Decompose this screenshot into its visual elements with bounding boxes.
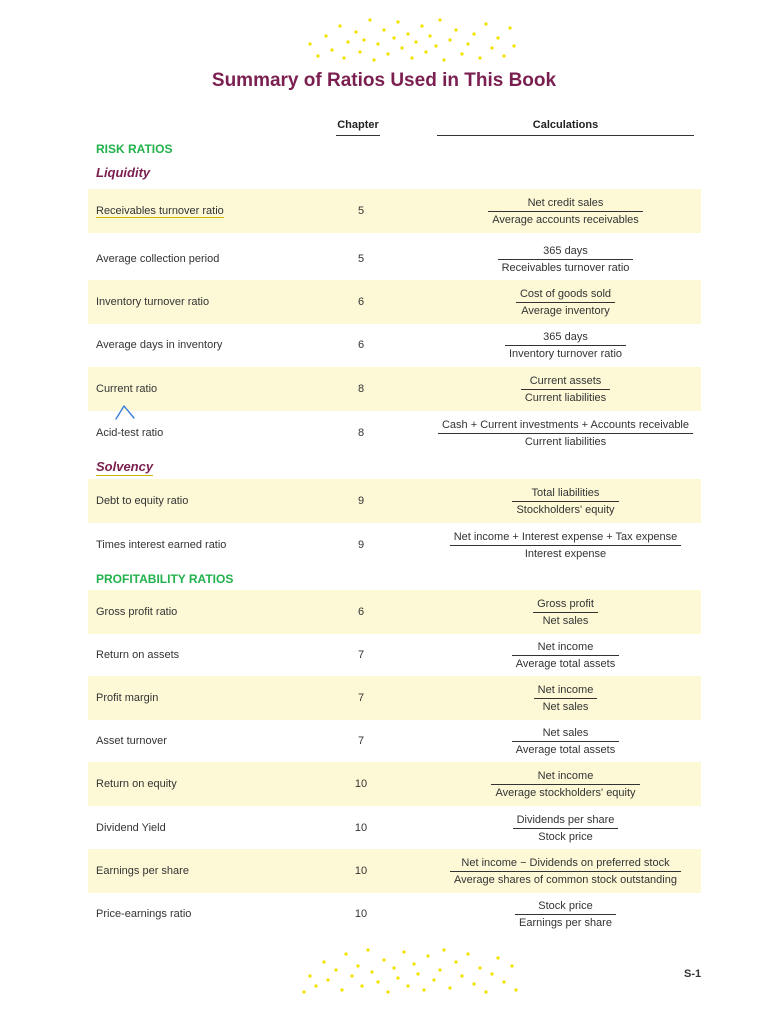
ratio-chapter: 6 (357, 339, 365, 351)
formula-numerator: Net income (512, 641, 619, 656)
ratio-formula (428, 280, 703, 324)
ratio-formula (428, 762, 703, 806)
formula-numerator: Net sales (512, 727, 619, 742)
ratio-name: Dividend Yield (96, 822, 166, 834)
formula-numerator: Net income (534, 684, 598, 699)
ratio-name: Profit margin (96, 692, 159, 704)
ratio-chapter: 7 (357, 649, 365, 661)
column-header-chapter: Chapter (336, 119, 380, 136)
ratio-name: Price-earnings ratio (96, 908, 192, 920)
formula-numerator: Total liabilities (512, 487, 618, 502)
ratio-formula (428, 189, 703, 233)
ratio-name: Acid-test ratio (96, 427, 164, 439)
subsection-solvency (96, 459, 153, 474)
ratio-name: Times interest earned ratio (96, 539, 227, 551)
formula-denominator: Stock price (538, 830, 593, 843)
pen-annotation-mark (114, 402, 142, 422)
ratio-formula (428, 237, 703, 281)
formula-denominator: Average total assets (515, 743, 616, 756)
formula-numerator: Cost of goods sold (516, 288, 615, 303)
dots-top-graphic (298, 14, 524, 64)
ratio-name: Asset turnover (96, 735, 167, 747)
ratio-row (88, 523, 701, 567)
ratio-name: Average collection period (96, 253, 220, 265)
ratio-formula (428, 806, 703, 850)
ratio-name: Debt to equity ratio (96, 495, 189, 507)
formula-denominator: Interest expense (524, 547, 607, 560)
ratio-row (88, 479, 701, 523)
column-header-calculations: Calculations (437, 119, 694, 136)
ratio-name: Gross profit ratio (96, 606, 178, 618)
ratio-chapter: 9 (357, 495, 365, 507)
ratio-row (88, 633, 701, 677)
ratio-row (88, 411, 701, 455)
page-title: Summary of Ratios Used in This Book (211, 70, 557, 91)
ratio-chapter: 10 (354, 822, 368, 834)
formula-denominator: Average shares of common stock outstanding (454, 873, 677, 886)
ratio-name: Inventory turnover ratio (96, 296, 210, 308)
formula-numerator: Net income − Dividends on preferred stock (450, 857, 681, 872)
ratio-chapter: 10 (354, 908, 368, 920)
formula-numerator: Current assets (521, 375, 610, 390)
subsection-solvency-label: Solvency (96, 459, 154, 474)
ratio-chapter: 9 (357, 539, 365, 551)
ratio-formula (428, 479, 703, 523)
ratio-name: Current ratio (96, 383, 158, 395)
formula-denominator: Current liabilities (524, 391, 607, 404)
ratio-formula (428, 411, 703, 455)
ratio-row (88, 892, 701, 936)
ratio-name (96, 189, 224, 233)
subsection-liquidity-label: Liquidity (96, 165, 151, 180)
formula-denominator: Net sales (542, 614, 589, 627)
ratio-formula (428, 719, 703, 763)
section-risk-ratios: RISK RATIOS (96, 142, 173, 156)
ratio-chapter: 5 (357, 205, 365, 217)
ratio-row (88, 806, 701, 850)
formula-numerator: Cash + Current investments + Accounts receivable (438, 419, 693, 434)
ratio-chapter: 7 (357, 692, 365, 704)
ratio-row (88, 280, 701, 324)
ratio-row (88, 590, 701, 634)
ratio-row (88, 849, 701, 893)
formula-denominator: Average accounts receivables (492, 213, 639, 226)
formula-numerator: Net income + Interest expense + Tax expense (450, 531, 682, 546)
formula-numerator: 365 days (505, 331, 626, 346)
ratio-chapter: 6 (357, 296, 365, 308)
ratio-formula (428, 676, 703, 720)
ratio-name: Return on equity (96, 778, 177, 790)
dots-bottom-graphic (298, 946, 524, 996)
ratio-formula (428, 892, 703, 936)
ratio-chapter: 7 (357, 735, 365, 747)
ratio-formula (428, 849, 703, 893)
ratio-row (88, 676, 701, 720)
ratio-row (88, 189, 701, 233)
section-profitability-ratios: PROFITABILITY RATIOS (96, 572, 234, 586)
decorative-dots-top (298, 14, 524, 64)
ratio-chapter: 10 (354, 865, 368, 877)
formula-denominator: Average stockholders' equity (495, 786, 636, 799)
formula-denominator: Stockholders' equity (516, 503, 615, 516)
subsection-liquidity (96, 165, 150, 180)
ratio-formula (428, 367, 703, 411)
ratio-chapter: 8 (357, 383, 365, 395)
ratio-row (88, 719, 701, 763)
page-number: S-1 (684, 968, 702, 980)
formula-denominator: Net sales (542, 700, 589, 713)
formula-denominator: Receivables turnover ratio (501, 261, 630, 274)
formula-numerator: Net credit sales (488, 197, 643, 212)
ratio-name-text: Receivables turnover ratio (96, 204, 224, 217)
ratio-row (88, 367, 701, 411)
decorative-dots-bottom (298, 946, 524, 996)
ratio-chapter: 5 (357, 253, 365, 265)
formula-numerator: Stock price (515, 900, 616, 915)
formula-numerator: Net income (491, 770, 639, 785)
ratio-chapter: 10 (354, 778, 368, 790)
formula-denominator: Earnings per share (519, 916, 612, 929)
ratio-formula (428, 523, 703, 567)
formula-denominator: Average total assets (515, 657, 616, 670)
formula-numerator: Gross profit (533, 598, 598, 613)
formula-denominator: Inventory turnover ratio (508, 347, 623, 360)
formula-denominator: Current liabilities (524, 435, 607, 448)
ratio-row (88, 323, 701, 367)
ratio-formula (428, 633, 703, 677)
ratio-name: Average days in inventory (96, 339, 223, 351)
formula-numerator: 365 days (498, 245, 634, 260)
ratio-chapter: 8 (357, 427, 365, 439)
formula-denominator: Average inventory (521, 304, 610, 317)
ratio-name: Earnings per share (96, 865, 189, 877)
ratio-row (88, 762, 701, 806)
ratio-chapter: 6 (357, 606, 365, 618)
ratio-row (88, 237, 701, 281)
ratio-name: Return on assets (96, 649, 180, 661)
ratio-formula (428, 590, 703, 634)
ratio-formula (428, 323, 703, 367)
formula-numerator: Dividends per share (513, 814, 619, 829)
